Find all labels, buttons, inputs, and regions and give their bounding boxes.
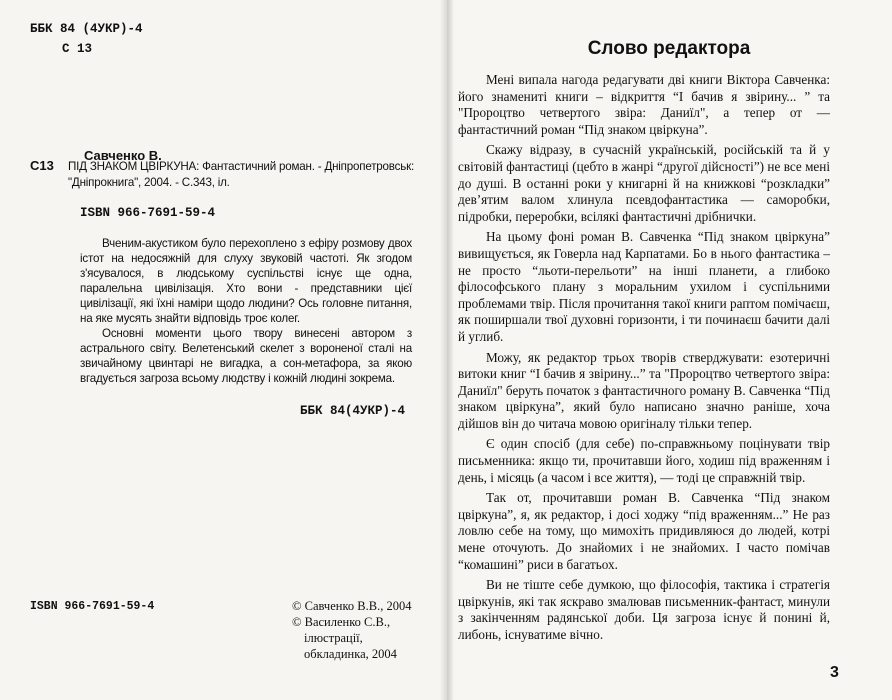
catalog-code: С13 xyxy=(30,158,54,173)
page-title: Слово редактора xyxy=(587,38,751,59)
catalog-publisher-line: "Дніпрокнига", 2004. - С.343, іл. xyxy=(68,176,230,189)
book-annotation xyxy=(80,236,412,386)
annotation-paragraph: Вченим-акустиком було перехоплено з ефіру розмову двох істот на недосяжній для слуху звуковій частоті. Як згодом з'ясувалося, в людському суспільстві існує ще одна, паралельна цивілізація. Хто вони - представники цієї цивілізації, які їхні наміри щодо людини? Ось головне питання, на яке мусять знайти відповідь троє колег. xyxy=(80,237,412,325)
catalog-title-line: ПІД ЗНАКОМ ЦВІРКУНА: Фантастичний роман. - Дніпропетровськ: xyxy=(68,160,414,173)
bbk-code-top: ББК 84 (4УКР)-4 xyxy=(30,22,143,36)
isbn-number: ISBN 966-7691-59-4 xyxy=(80,206,216,220)
author-index-code: С 13 xyxy=(62,42,93,56)
editor-foreword xyxy=(458,72,830,648)
copyright-cover: обкладинка, 2004 xyxy=(304,647,397,661)
bbk-code-bottom: ББК 84(4УКР)-4 xyxy=(300,404,406,418)
copyright-illustrations: ілюстрації, xyxy=(304,631,363,645)
foreword-paragraph: Є один спосіб (для себе) по-справжньому поцінувати твір письменника: якщо ти, прочитавши його, ходиш під враженням і день, і місяць (а часом і все життя), — тоді це справжній твір. xyxy=(458,436,830,485)
annotation-paragraph: Основні моменти цього твору винесені автором з астрального світу. Велетенський скелет з вороненої сталі на звичайному цвинтарі не вигадка, а сон-метафора, за якою вгадується загроза всьому людству і кожній людині зокрема. xyxy=(80,327,412,385)
copyright-author: © Савченко В.В., 2004 xyxy=(292,599,412,613)
right-page xyxy=(446,0,892,700)
page-number: 3 xyxy=(830,664,839,681)
foreword-paragraph: Так от, прочитавши роман В. Савченка “Під знаком цвіркуна”, я, як редактор, і досі ходжу “під враженням...” Не раз ловлю себе на тому, що мимохіть придивляюся до людей, котрі мене оточують. До знайомих і не знайомих. І часто помічав “комашині” риси в багатьох. xyxy=(458,490,830,572)
author-name: Савченко В. xyxy=(84,148,162,163)
foreword-paragraph: Ви не тіште себе думкою, що філософія, тактика і стратегія цвіркунів, які так яскраво змалював письменник-фантаст, минули з закінченням радянської доби. Ця загроза існує й понині й, либонь, існуватиме вічно. xyxy=(458,577,830,642)
book-gutter xyxy=(440,0,454,700)
foreword-paragraph: Скажу відразу, в сучасній українській, російській та й у світовій фантастиці (цебто в жанрі “другої дійсності”) не все мені до душі. В останні роки у книгарні й на книжкові “розкладки” дев’ятим валом хлинула псевдофантастика — саморобки, підробки, переробки, всілякі фантастичні дрібнички. xyxy=(458,142,830,224)
foreword-paragraph: На цьому фоні роман В. Савченка “Під знаком цвіркуна” вивищується, як Говерла над Карпатами. Бо в нього фантастика – не просто “льоти-перельоти” на інші планети, а глибоко філософського плану з моральним ухилом і суспільними проблемами твір. Після прочитання такої книги раптом помічаєш, як поширшали твої духовні горизонти, і ти починаєш бачити далі й углиб. xyxy=(458,229,830,344)
foreword-paragraph: Можу, як редактор трьох творів стверджувати: езотеричні витоки книг “І бачив я звірину...” та "Пророцтво четвертого звіра: Даниїл" беруть початок з фантастичного роману В. Савченка “Під знаком цвіркуна”, який було написано значно раніше, хоча дійшов він до читача мовою оригіналу тільки тепер. xyxy=(458,349,830,431)
copyright-illustrator: © Василенко С.В., xyxy=(292,615,391,629)
isbn-number-bottom: ISBN 966-7691-59-4 xyxy=(30,600,155,613)
copyright-block xyxy=(292,598,442,662)
foreword-paragraph: Мені випала нагода редагувати дві книги Віктора Савченка: його знамениті книги – відкриття “І бачив я звірину... ” та "Пророцтво четвертого звіра: Даниїл", а тепер от — фантастичний роман “Під знаком цвіркуна”. xyxy=(458,72,830,137)
